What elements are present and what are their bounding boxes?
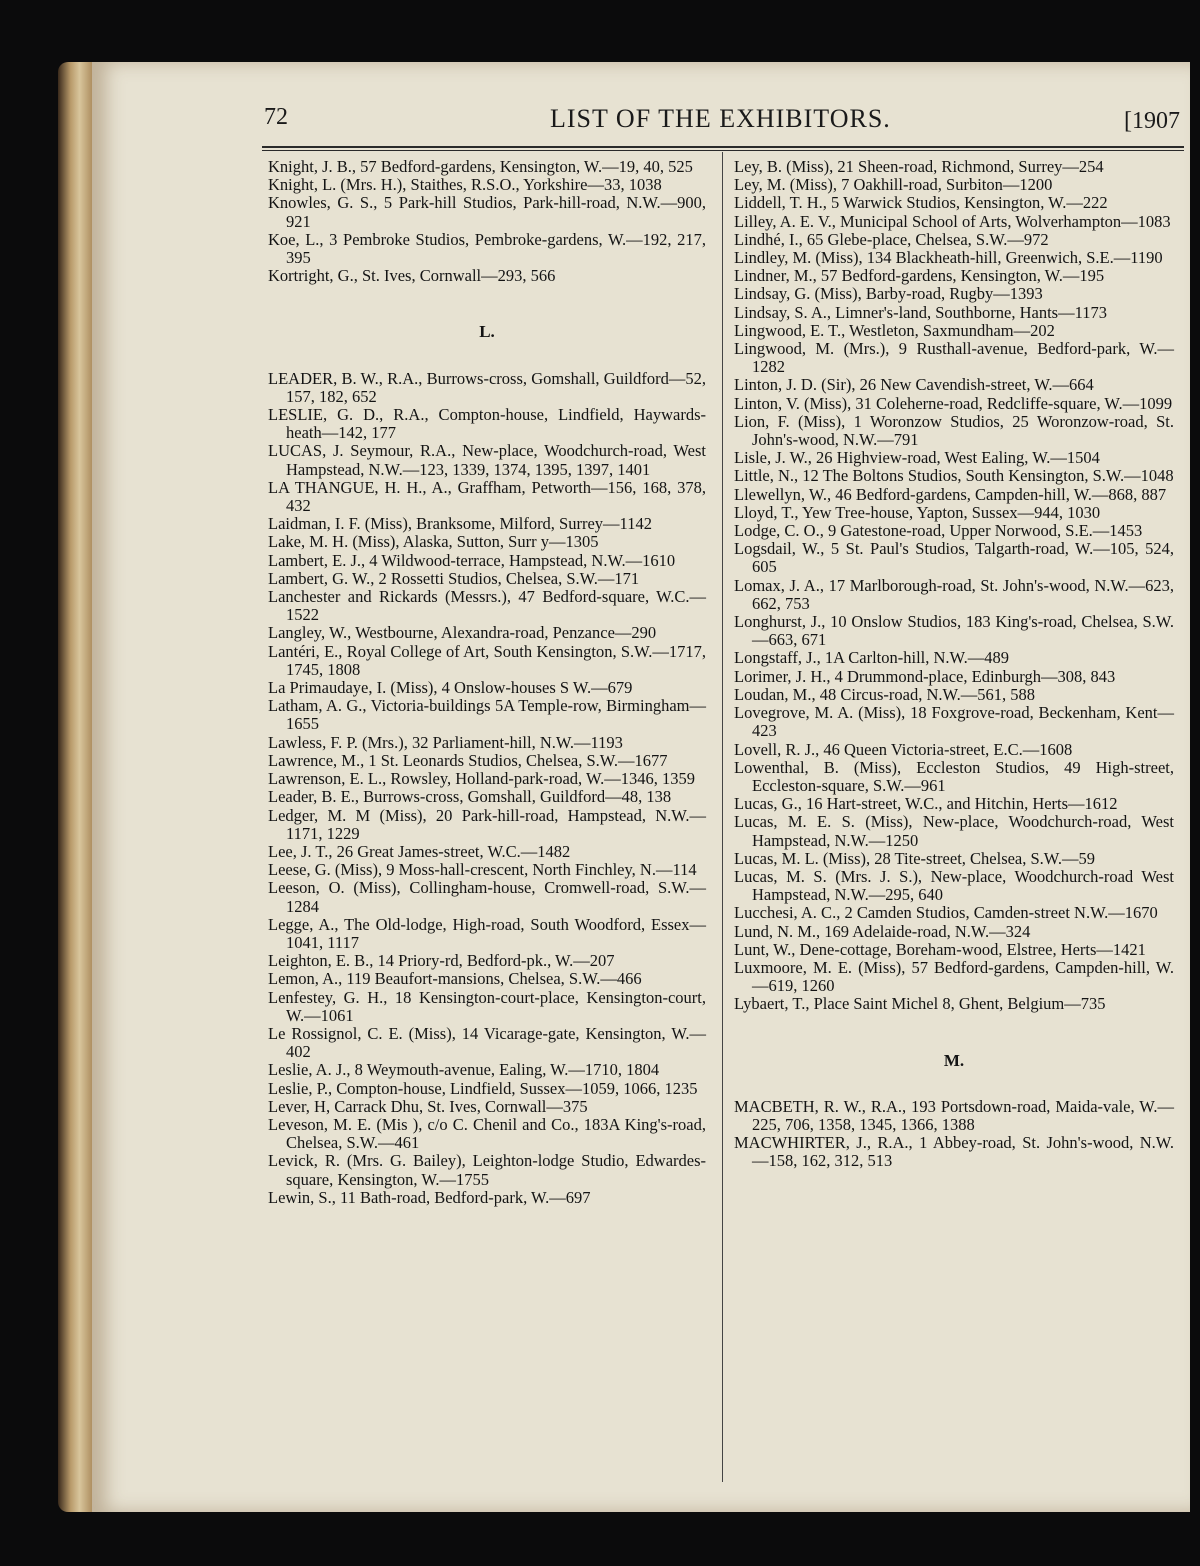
exhibitor-entry: Lowenthal, B. (Miss), Eccleston Studios, 49 High-street, Eccleston-square, S.W.—961 [734, 757, 1174, 795]
exhibitor-entry: Lomax, J. A., 17 Marlborough-road, St. John's-wood, N.W.—623, 662, 753 [734, 575, 1174, 613]
exhibitor-entry: Leslie, P., Compton-house, Lindfield, Sussex—1059, 1066, 1235 [268, 1078, 698, 1098]
left-entries-l [268, 370, 706, 1207]
exhibitor-entry: Kortright, G., St. Ives, Cornwall—293, 566 [268, 266, 556, 286]
section-letter-l: L. [479, 322, 495, 342]
exhibitor-entry: Lingwood, E. T., Westleton, Saxmundham—202 [734, 320, 1055, 340]
exhibitor-entry: Lee, J. T., 26 Great James-street, W.C.—1482 [268, 841, 571, 861]
exhibitor-entry: LEADER, B. W., R.A., Burrows-cross, Gomshall, Guildford—52, 157, 182, 652 [268, 368, 706, 406]
exhibitor-entry: Lake, M. H. (Miss), Alaska, Sutton, Surr y—1305 [268, 532, 599, 552]
right-column [734, 158, 1174, 1171]
exhibitor-entry: Lambert, G. W., 2 Rossetti Studios, Chelsea, S.W.—171 [268, 568, 640, 588]
exhibitor-entry: Lawrenson, E. L., Rowsley, Holland-park-road, W.—1346, 1359 [268, 769, 695, 789]
page-header [168, 100, 1180, 146]
exhibitor-entry: Leese, G. (Miss), 9 Moss-hall-crescent, North Finchley, N.—114 [268, 860, 697, 880]
exhibitor-entry: Legge, A., The Old-lodge, High-road, South Woodford, Essex—1041, 1117 [268, 914, 706, 952]
exhibitor-entry: Little, N., 12 The Boltons Studios, South Kensington, S.W.—1048 [734, 466, 1174, 486]
exhibitor-entry: Lindsay, G. (Miss), Barby-road, Rugby—1393 [734, 284, 1043, 304]
exhibitor-entry: Lever, H, Carrack Dhu, St. Ives, Cornwall—375 [268, 1096, 588, 1116]
exhibitor-entry: Le Rossignol, C. E. (Miss), 14 Vicarage-gate, Kensington, W.—402 [268, 1023, 706, 1062]
exhibitor-entry: LUCAS, J. Seymour, R.A., New-place, Woodchurch-road, West Hampstead, N.W.—123, 1339, 1374, 1395, 1397, 1401 [268, 441, 706, 479]
exhibitor-entry: Lucas, M. S. (Mrs. J. S.), New-place, Woodchurch-road West Hampstead, N.W.—295, 640 [734, 866, 1174, 905]
column-divider [722, 152, 723, 1482]
exhibitor-entry: Logsdail, W., 5 St. Paul's Studios, Talgarth-road, W.—105, 524, 605 [734, 539, 1174, 577]
page-number: 72 [264, 104, 288, 130]
exhibitor-entry: Knight, L. (Mrs. H.), Staithes, R.S.O., Yorkshire—33, 1038 [268, 175, 662, 195]
exhibitor-entry: Lovegrove, M. A. (Miss), 18 Foxgrove-road, Beckenham, Kent—423 [734, 703, 1174, 741]
exhibitor-entry: Lanchester and Rickards (Messrs.), 47 Bedford-square, W.C.—1522 [268, 587, 706, 625]
exhibitor-entry: Lindley, M. (Miss), 134 Blackheath-hill, Greenwich, S.E.—1190 [734, 248, 1163, 268]
exhibitor-entry: Langley, W., Westbourne, Alexandra-road, Penzance—290 [268, 623, 657, 643]
exhibitor-entry: La Primaudaye, I. (Miss), 4 Onslow-houses S W.—679 [268, 678, 633, 698]
exhibitor-entry: Ley, B. (Miss), 21 Sheen-road, Richmond, Surrey—254 [734, 157, 1104, 176]
exhibitor-entry: Longstaff, J., 1A Carlton-hill, N.W.—489 [734, 648, 1009, 668]
exhibitor-entry: Loudan, M., 48 Circus-road, N.W.—561, 588 [734, 684, 1035, 704]
exhibitor-entry: Lambert, E. J., 4 Wildwood-terrace, Hampstead, N.W.—1610 [268, 550, 676, 570]
exhibitor-entry: Lisle, J. W., 26 Highview-road, West Ealing, W.—1504 [734, 448, 1100, 468]
exhibitor-entry: LA THANGUE, H. H., A., Graffham, Petworth—156, 168, 378, 432 [268, 477, 706, 516]
exhibitor-entry: Knowles, G. S., 5 Park-hill Studios, Park-hill-road, N.W.—900, 921 [268, 193, 706, 231]
left-column [268, 158, 706, 1207]
exhibitor-entry: Lindhé, I., 65 Glebe-place, Chelsea, S.W.—972 [734, 229, 1049, 249]
exhibitor-entry: LESLIE, G. D., R.A., Compton-house, Lindfield, Haywards-heath—142, 177 [268, 405, 706, 443]
exhibitor-entry: Lodge, C. O., 9 Gatestone-road, Upper Norwood, S.E.—1453 [734, 521, 1143, 541]
exhibitor-entry: MACWHIRTER, J., R.A., 1 Abbey-road, St. John's-wood, N.W.—158, 162, 312, 513 [734, 1133, 1174, 1171]
running-title: LIST OF THE EXHIBITORS. [550, 104, 891, 133]
exhibitor-entry: Lucas, G., 16 Hart-street, W.C., and Hitchin, Herts—1612 [734, 794, 1118, 814]
exhibitor-entry: Leighton, E. B., 14 Priory-rd, Bedford-pk., W.—207 [268, 951, 615, 971]
exhibitor-entry: Lloyd, T., Yew Tree-house, Yapton, Sussex—944, 1030 [734, 502, 1101, 522]
left-entries-k [268, 158, 706, 285]
exhibitor-entry: Linton, J. D. (Sir), 26 New Cavendish-street, W.—664 [734, 375, 1094, 395]
exhibitor-entry: Levick, R. (Mrs. G. Bailey), Leighton-lodge Studio, Edwardes-square, Kensington, W.—1755 [268, 1151, 706, 1189]
exhibitor-entry: Lion, F. (Miss), 1 Woronzow Studios, 25 Woronzow-road, St. John's-wood, N.W.—791 [734, 411, 1174, 450]
exhibitor-entry: Ley, M. (Miss), 7 Oakhill-road, Surbiton—1200 [734, 175, 1053, 195]
exhibitor-entry: Linton, V. (Miss), 31 Coleherne-road, Redcliffe-square, W.—1099 [734, 393, 1173, 413]
exhibitor-entry: Lindner, M., 57 Bedford-gardens, Kensington, W.—195 [734, 266, 1105, 286]
exhibitor-entry: Luxmoore, M. E. (Miss), 57 Bedford-gardens, Campden-hill, W.—619, 1260 [734, 957, 1174, 996]
exhibitor-entry: Knight, J. B., 57 Bedford-gardens, Kensington, W.—19, 40, 525 [268, 157, 693, 176]
book-page-edges [58, 62, 94, 1512]
exhibitor-entry: Lingwood, M. (Mrs.), 9 Rusthall-avenue, Bedford-park, W.—1282 [734, 339, 1174, 377]
exhibitor-entry: Laidman, I. F. (Miss), Branksome, Milford, Surrey—1142 [268, 514, 652, 534]
year-marker: [1907 [1124, 108, 1180, 134]
exhibitor-entry: Leeson, O. (Miss), Collingham-house, Cromwell-road, S.W.—1284 [268, 878, 706, 916]
exhibitor-entry: Lawrence, M., 1 St. Leonards Studios, Chelsea, S.W.—1677 [268, 750, 668, 770]
exhibitor-entry: Llewellyn, W., 46 Bedford-gardens, Campden-hill, W.—868, 887 [734, 484, 1167, 504]
exhibitor-entry: Lantéri, E., Royal College of Art, South Kensington, S.W.—1717, 1745, 1808 [268, 641, 706, 679]
exhibitor-entry: Lucas, M. E. S. (Miss), New-place, Woodchurch-road, West Hampstead, N.W.—1250 [734, 812, 1174, 850]
section-letter-m: M. [943, 1050, 965, 1070]
exhibitor-entry: Lund, N. M., 169 Adelaide-road, N.W.—324 [734, 921, 1031, 941]
exhibitor-entry: Lawless, F. P. (Mrs.), 32 Parliament-hill, N.W.—1193 [268, 732, 623, 752]
exhibitor-entry: Leveson, M. E. (Mis ), c/o C. Chenil and Co., 183A King's-road, Chelsea, S.W.—461 [268, 1114, 706, 1153]
exhibitor-entry: Lewin, S., 11 Bath-road, Bedford-park, W.—697 [268, 1187, 591, 1207]
exhibitor-entry: Lenfestey, G. H., 18 Kensington-court-place, Kensington-court, W.—1061 [268, 987, 706, 1025]
exhibitor-entry: Lybaert, T., Place Saint Michel 8, Ghent, Belgium—735 [734, 994, 1106, 1014]
exhibitor-entry: Lorimer, J. H., 4 Drummond-place, Edinburgh—308, 843 [734, 666, 1116, 686]
exhibitor-entry: Lucas, M. L. (Miss), 28 Tite-street, Chelsea, S.W.—59 [734, 848, 1095, 868]
exhibitor-entry: Longhurst, J., 10 Onslow Studios, 183 King's-road, Chelsea, S.W.—663, 671 [734, 612, 1174, 650]
exhibitor-entry: Lilley, A. E. V., Municipal School of Arts, Wolverhampton—1083 [734, 211, 1171, 231]
exhibitor-entry: Koe, L., 3 Pembroke Studios, Pembroke-gardens, W.—192, 217, 395 [268, 229, 706, 268]
right-entries-l [734, 158, 1174, 1014]
exhibitor-entry: Lemon, A., 119 Beaufort-mansions, Chelsea, S.W.—466 [268, 969, 642, 989]
exhibitor-entry: Lunt, W., Dene-cottage, Boreham-wood, Elstree, Herts—1421 [734, 939, 1146, 959]
exhibitor-entry: Lovell, R. J., 46 Queen Victoria-street, E.C.—1608 [734, 739, 1073, 759]
exhibitor-entry: MACBETH, R. W., R.A., 193 Portsdown-road, Maida-vale, W.—225, 706, 1358, 1345, 1366, 1388 [734, 1096, 1174, 1134]
exhibitor-entry: Ledger, M. M (Miss), 20 Park-hill-road, Hampstead, N.W.—1171, 1229 [268, 805, 706, 843]
header-rule [262, 146, 1184, 151]
exhibitor-entry: Lucchesi, A. C., 2 Camden Studios, Camden-street N.W.—1670 [734, 903, 1158, 923]
exhibitor-entry: Lindsay, S. A., Limner's-land, Southborne, Hants—1173 [734, 302, 1107, 322]
exhibitor-entry: Liddell, T. H., 5 Warwick Studios, Kensington, W.—222 [734, 193, 1108, 213]
exhibitor-entry: Leader, B. E., Burrows-cross, Gomshall, Guildford—48, 138 [268, 787, 672, 807]
exhibitor-entry: Leslie, A. J., 8 Weymouth-avenue, Ealing, W.—1710, 1804 [268, 1060, 660, 1080]
right-entries-m [734, 1098, 1174, 1171]
exhibitor-entry: Latham, A. G., Victoria-buildings 5A Temple-row, Birmingham—1655 [268, 696, 706, 734]
